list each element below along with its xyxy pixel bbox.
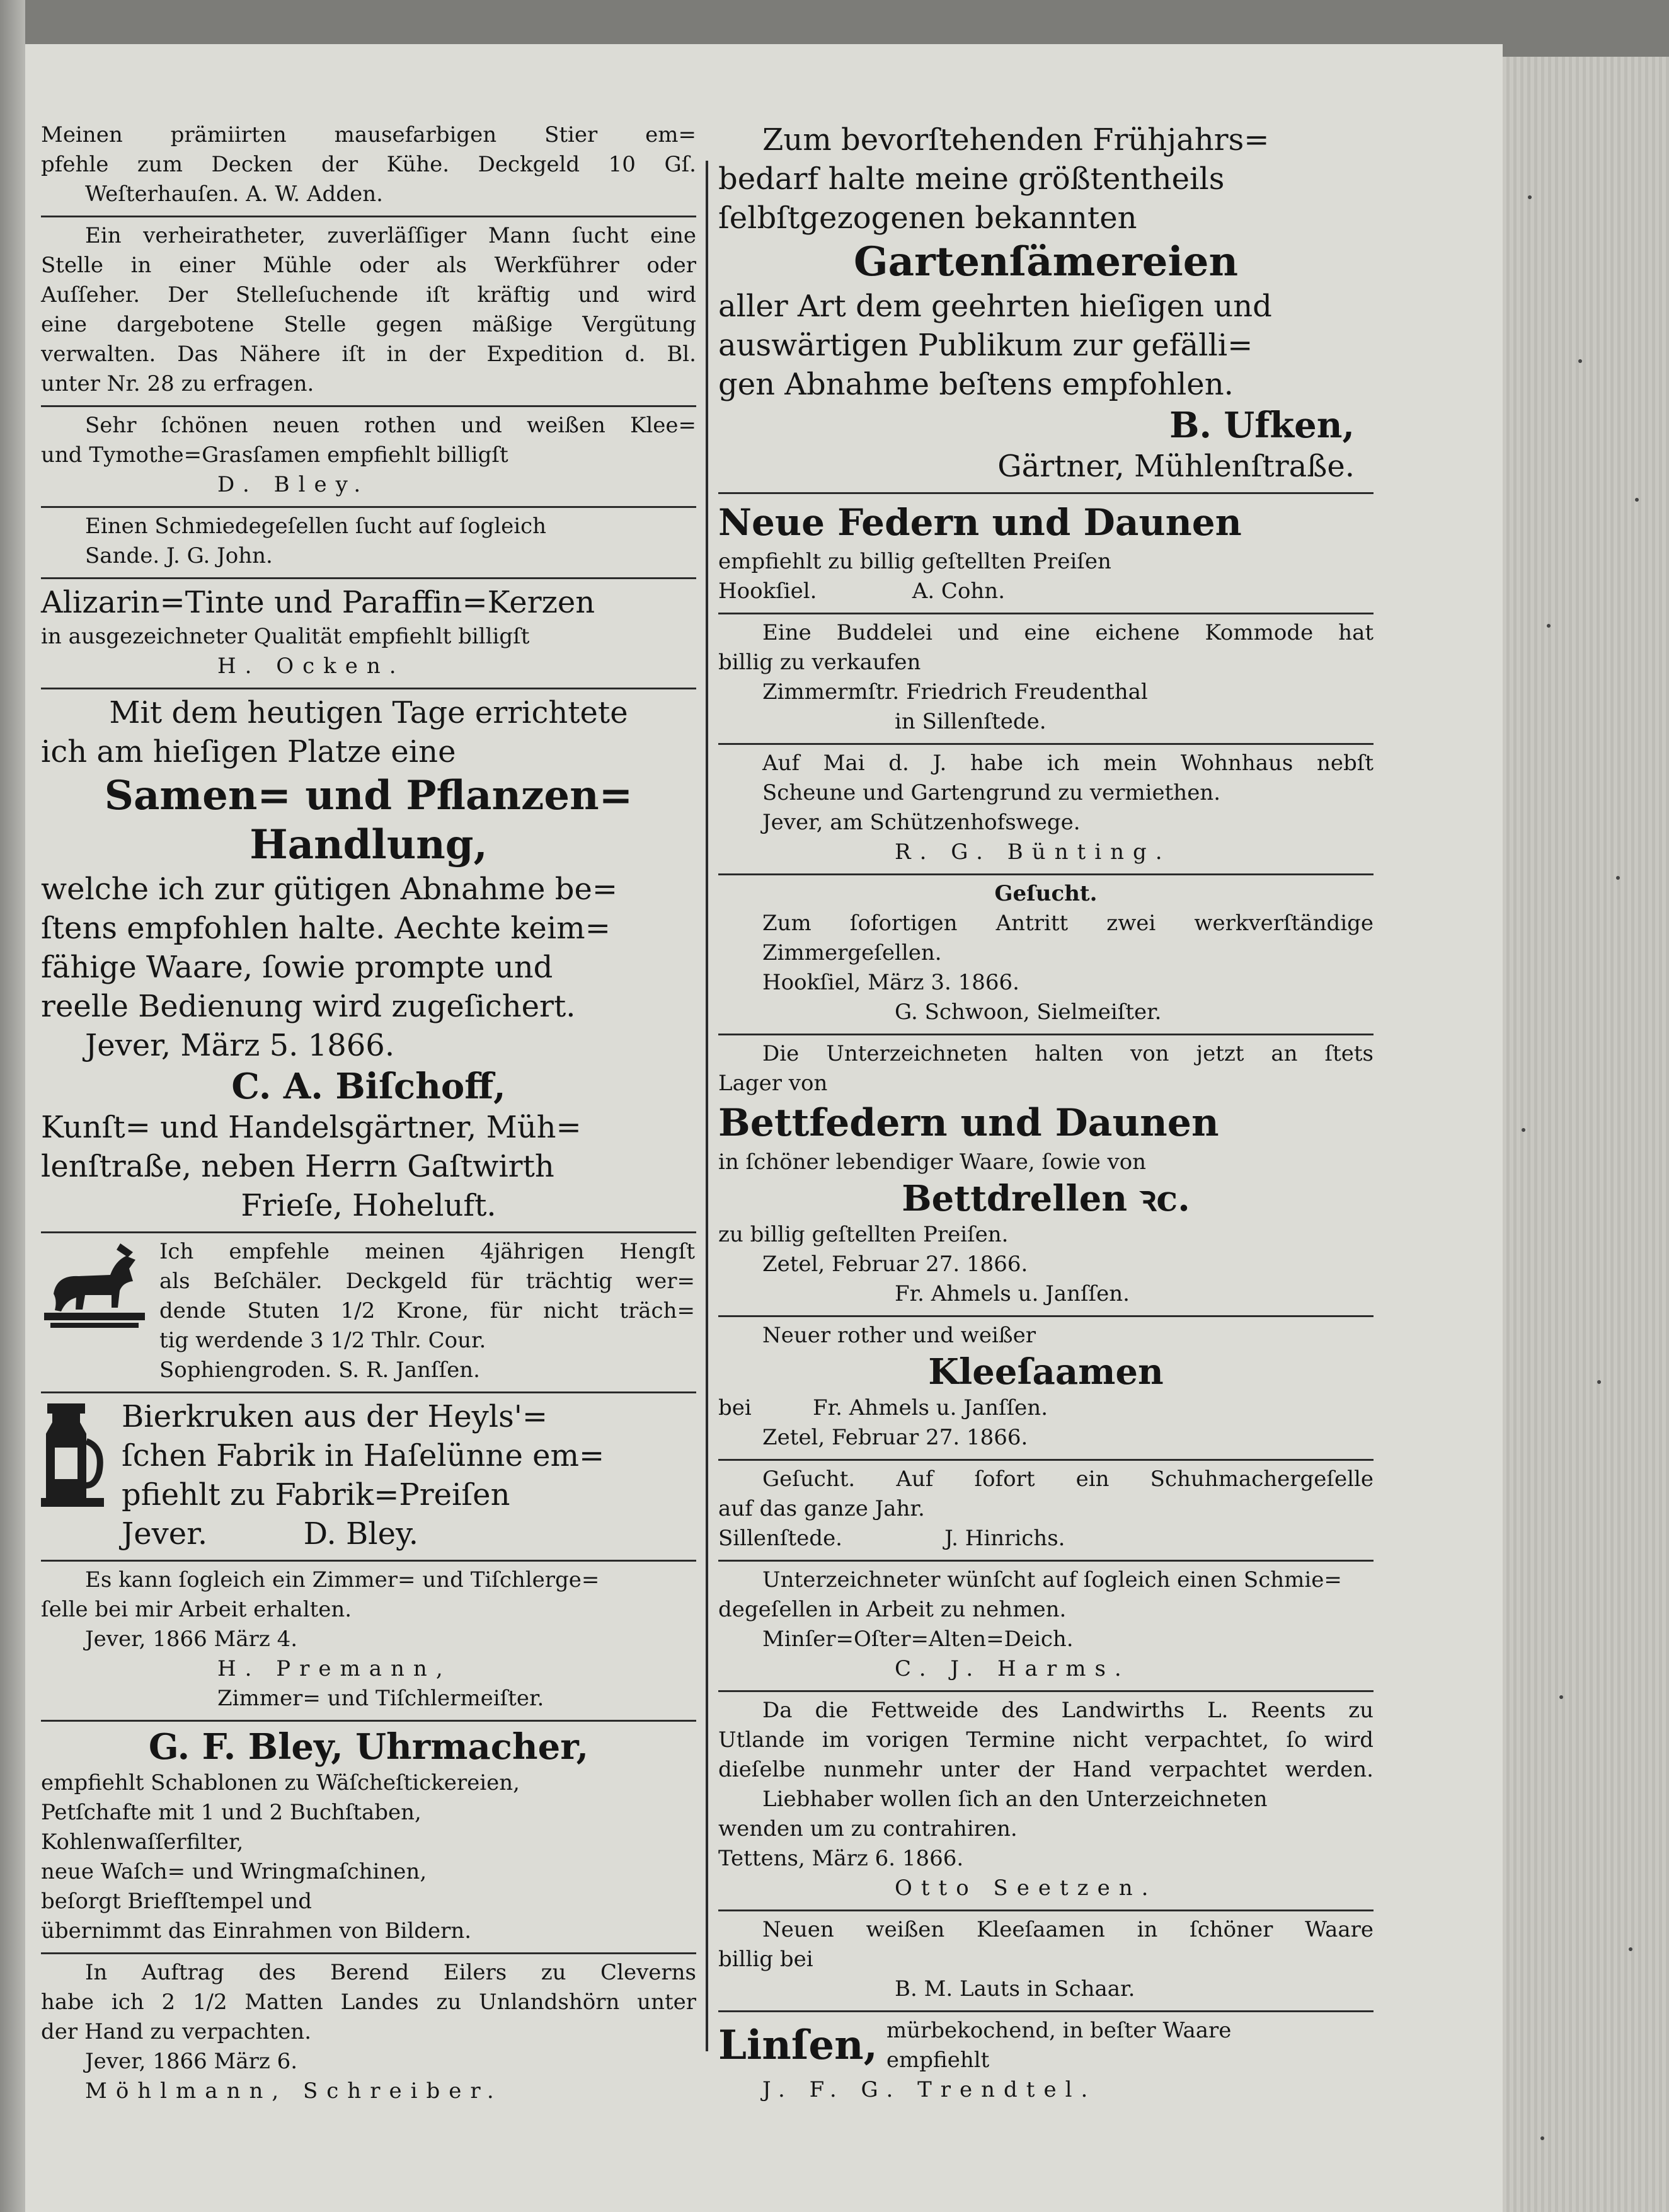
left-page-edge: [0, 0, 25, 2212]
ad-signature: Otto Seetzen.: [895, 1875, 1157, 1901]
ad-stier: [41, 117, 696, 217]
ad-headline-2: Bettdrellen ꝛc.: [902, 1178, 1190, 1219]
ad-alizarin: [41, 579, 696, 689]
ad-signature: Möhlmann, Schreiber.: [85, 2078, 503, 2104]
ad-text: Liebhaber wollen ſich an den Unterzeichneten: [762, 1787, 1268, 1812]
ad-signature: B. Ufken,: [1169, 405, 1355, 446]
ad-text: zu billig geſtellten Preiſen.: [718, 1222, 1009, 1247]
column-divider: [706, 161, 708, 2051]
ad-date: Jever, März 5. 1866.: [85, 1028, 395, 1063]
book-page-edges: [1503, 57, 1669, 2212]
ad-headline: Kleeſaamen: [928, 1351, 1164, 1393]
ad-signature: Hookſiel. A. Cohn.: [718, 579, 1006, 604]
ad-text: Eine Buddelei und eine eichene Kommode hat: [762, 620, 1374, 645]
left-column: [41, 117, 696, 2112]
ad-kleesaamen-lauts: [718, 1911, 1374, 2012]
ad-text: Zimmergeſellen.: [762, 940, 942, 965]
ad-headline: Bierkruken aus der Heyls'=: [122, 1399, 548, 1434]
ad-fettweide: [718, 1692, 1374, 1911]
ad-text: Utlande im vorigen Termine nicht verpachtet, ſo wird: [718, 1727, 1374, 1753]
ad-text: und Tymothe=Grasſamen empfiehlt billigſt: [41, 442, 508, 468]
ad-text: habe ich 2 1/2 Matten Landes zu Unlandshörn unter: [41, 1990, 696, 2015]
ad-body: fähige Waare, ſowie prompte und: [41, 950, 553, 985]
ad-text: pfehle zum Decken der Kühe. Deckgeld 10 Gſ.: [41, 152, 696, 177]
ad-sign-line: Frieſe, Hoheluft.: [241, 1188, 496, 1223]
ad-signature: J. F. G. Trendtel.: [762, 2077, 1097, 2102]
ad-signature: C. J. Harms.: [895, 1656, 1130, 1681]
ad-bierkruken-text: [122, 1397, 604, 1553]
ad-text: Ich empfehle meinen 4jährigen Hengſt: [159, 1239, 695, 1264]
ad-date: Jever, 1866 März 6.: [85, 2049, 298, 2074]
ad-body: welche ich zur gütigen Abnahme be=: [41, 872, 618, 907]
ad-schmiedegeselle: [718, 1562, 1374, 1692]
ad-headline: Alizarin=Tinte und Paraffin=Kerzen: [41, 585, 595, 620]
ad-text: Neuen weißen Kleeſaamen in ſchöner Waare: [762, 1917, 1374, 1942]
ad-text: der Hand zu verpachten.: [41, 2019, 312, 2044]
ad-text: empfiehlt Schablonen zu Wäſcheſtickereien,: [41, 1770, 520, 1795]
ad-intro: Mit dem heutigen Tage errichtete: [109, 695, 628, 730]
ad-body: ſtens empfohlen halte. Aechte keim=: [41, 911, 611, 946]
ad-kleesaamen-ahmels: [718, 1317, 1374, 1461]
ad-date: Tettens, März 6. 1866.: [718, 1846, 964, 1871]
ad-headline: Gartenſämereien: [853, 238, 1239, 285]
ad-bierkruken: [41, 1393, 696, 1562]
ad-text: Meinen prämiirten mausefarbigen Stier em=: [41, 122, 696, 147]
ad-text: Einen Schmiedegeſellen ſucht auf ſogleich: [85, 514, 547, 539]
ad-text: tig werdende 3 1/2 Thlr. Cour.: [159, 1328, 486, 1353]
ad-text: Unterzeichneter wünſcht auf ſogleich einen Schmie=: [762, 1567, 1342, 1593]
ad-signature: R. G. Bünting.: [895, 839, 1171, 865]
ad-text: billig bei: [718, 1947, 813, 1972]
ad-text: Auf Mai d. J. habe ich mein Wohnhaus nebſt: [762, 751, 1374, 776]
ad-text: dieſelbe nunmehr unter der Hand verpachtet werden.: [718, 1757, 1374, 1782]
ad-headline: Linſen,: [718, 2022, 878, 2069]
ad-signature: C. A. Biſchoff,: [231, 1066, 506, 1107]
ad-aside: [886, 2016, 1232, 2075]
ad-text: beſorgt Briefſtempel und: [41, 1889, 312, 1914]
ad-headline: Neue Federn und Daunen: [718, 501, 1242, 544]
horse-woodcut-icon: [41, 1237, 148, 1332]
ad-headline: pfiehlt zu Fabrik=Preiſen: [122, 1477, 510, 1512]
ad-text: Minſer=Oſter=Alten=Deich.: [762, 1627, 1074, 1652]
ad-text: in ſchöner lebendiger Waare, ſowie von: [718, 1149, 1147, 1175]
ad-intro: bedarf halte meine größtentheils: [718, 161, 1225, 197]
ad-schmied: [41, 508, 696, 579]
ad-signature: Sande. J. G. John.: [85, 543, 273, 568]
ad-intro: ich am hieſigen Platze eine: [41, 734, 456, 769]
ad-samenhandlung: [41, 689, 696, 1233]
ad-text: Kohlenwaſſerfilter,: [41, 1829, 244, 1855]
ad-text: billig zu verkaufen: [718, 650, 921, 675]
beer-jug-woodcut-icon: [41, 1397, 110, 1517]
ad-intro: Zum bevorſtehenden Frühjahrs=: [762, 122, 1270, 158]
ad-linsen-head: [718, 2016, 1374, 2075]
ad-signature: Fr. Ahmels u. Janſſen.: [895, 1281, 1130, 1306]
ad-text: als Beſchäler. Deckgeld für trächtig wer=: [159, 1269, 695, 1294]
ad-text: empfiehlt: [886, 2048, 990, 2073]
ad-signature: G. Schwoon, Sielmeiſter.: [895, 999, 1162, 1025]
ad-text: Stelle in einer Mühle oder als Werkführer oder: [41, 253, 696, 278]
ad-intro: ſelbſtgezogenen bekannten: [718, 200, 1137, 236]
ad-text: in ausgezeichneter Qualität empfiehlt billigſt: [41, 624, 530, 649]
ad-text: degeſellen in Arbeit zu nehmen.: [718, 1597, 1067, 1622]
ad-date: Jever, 1866 März 4.: [85, 1627, 298, 1652]
ad-body: aller Art dem geehrten hieſigen und: [718, 289, 1272, 324]
ad-signature: Weſterhauſen. A. W. Adden.: [85, 181, 383, 207]
ad-headline: Bettfedern und Daunen: [718, 1101, 1219, 1145]
ad-linsen: [718, 2012, 1374, 2111]
ad-text: Auſſeher. Der Stelleſuchende iſt kräftig und wird: [41, 282, 696, 308]
ad-sign-line: Zimmer= und Tiſchlermeiſter.: [217, 1686, 544, 1711]
ad-date: Zetel, Februar 27. 1866.: [762, 1425, 1028, 1450]
ad-buddelei: [718, 614, 1374, 745]
ad-sign-line: in Sillenſtede.: [895, 709, 1047, 734]
ad-text: unter Nr. 28 zu erfragen.: [41, 371, 314, 396]
ad-wohnhaus: [718, 745, 1374, 875]
ad-signature: bei Fr. Ahmels u. Janſſen.: [718, 1395, 1048, 1420]
ad-text: Neuer rother und weißer: [762, 1323, 1036, 1348]
ad-verpachtung: [41, 1954, 696, 2112]
ad-signature: D. Bley.: [217, 472, 370, 497]
ad-body: gen Abnahme beſtens empfohlen.: [718, 367, 1234, 402]
ad-body: auswärtigen Publikum zur gefälli=: [718, 328, 1253, 363]
ad-klee-bley: [41, 407, 696, 508]
ad-sign-line: Gärtner, Mühlenſtraße.: [997, 449, 1355, 484]
ad-gesucht-zimmer: [718, 875, 1374, 1035]
ad-signature: Sophiengroden. S. R. Janſſen.: [159, 1357, 480, 1383]
ad-text: Ein verheiratheter, zuverläſſiger Mann ſucht eine: [85, 223, 696, 248]
ad-text: Die Unterzeichneten halten von jetzt an ſtets: [762, 1041, 1374, 1066]
ad-signature: Jever. D. Bley.: [122, 1516, 418, 1552]
ad-signature: Sillenſtede. J. Hinrichs.: [718, 1526, 1065, 1551]
ad-text: Es kann ſogleich ein Zimmer= und Tiſchlerge=: [85, 1567, 600, 1593]
ad-headline: G. F. Bley, Uhrmacher,: [148, 1726, 589, 1768]
ad-text: eine dargebotene Stelle gegen mäßige Vergütung: [41, 312, 696, 337]
ad-uhrmacher: [41, 1722, 696, 1954]
ad-text: Sehr ſchönen neuen rothen und weißen Klee=: [85, 413, 696, 438]
ad-headline: Handlung,: [249, 821, 488, 868]
ad-text: neue Waſch= und Wringmaſchinen,: [41, 1859, 427, 1884]
ad-text: Da die Fettweide des Landwirths L. Reents zu: [762, 1698, 1374, 1723]
ad-text: dende Stuten 1/2 Krone, für nicht träch=: [159, 1298, 695, 1323]
ad-text: Scheune und Gartengrund zu vermiethen.: [762, 780, 1221, 805]
ad-bettfedern: [718, 1035, 1374, 1317]
ad-zimmergeselle: [41, 1562, 696, 1722]
ad-hengst: [41, 1233, 696, 1393]
ad-text: Petſchafte mit 1 und 2 Buchſtaben,: [41, 1800, 422, 1825]
ad-headline: Samen= und Pflanzen=: [104, 772, 633, 819]
ad-text: auf das ganze Jahr.: [718, 1496, 925, 1521]
ad-text: wenden um zu contrahiren.: [718, 1816, 1018, 1841]
ad-text: empfiehlt zu billig geſtellten Preiſen: [718, 549, 1111, 574]
ad-signature: Zimmermſtr. Friedrich Freudenthal: [762, 679, 1148, 705]
ad-text: Zum ſofortigen Antritt zwei werkverſtändige: [762, 911, 1374, 936]
ad-signature: B. M. Lauts in Schaar.: [895, 1976, 1135, 2002]
ad-text: übernimmt das Einrahmen von Bildern.: [41, 1918, 472, 1944]
ad-text: Jever, am Schützenhofswege.: [762, 810, 1081, 835]
ad-schuhmacher: [718, 1461, 1374, 1562]
ad-headline: Geſucht.: [994, 881, 1098, 906]
ad-headline: ſchen Fabrik in Haſelünne em=: [122, 1438, 605, 1473]
right-column: [718, 117, 1374, 2111]
ad-signature: H. Premann,: [217, 1656, 452, 1681]
ad-signature: H. Ocken.: [217, 654, 405, 679]
ad-text: ſelle bei mir Arbeit erhalten.: [41, 1597, 352, 1622]
ad-federn: [718, 494, 1374, 614]
ad-sign-line: lenſtraße, neben Herrn Gaſtwirth: [41, 1149, 554, 1184]
ad-muehle: [41, 217, 696, 407]
ad-text: Lager von: [718, 1071, 828, 1096]
ad-date: Hookſiel, März 3. 1866.: [762, 970, 1019, 995]
ad-gartensaemereien: [718, 117, 1374, 494]
ad-text: In Auftrag des Berend Eilers zu Cleverns: [85, 1960, 696, 1985]
ad-date: Zetel, Februar 27. 1866.: [762, 1252, 1028, 1277]
ad-hengst-text: [159, 1237, 695, 1385]
ad-text: Geſucht. Auf ſofort ein Schuhmachergeſelle: [762, 1466, 1374, 1492]
ad-text: verwalten. Das Nähere iſt in der Expedition d. Bl.: [41, 342, 696, 367]
ad-sign-line: Kunſt= und Handelsgärtner, Müh=: [41, 1110, 582, 1145]
ad-text: mürbekochend, in beſter Waare: [886, 2018, 1232, 2043]
ad-body: reelle Bedienung wird zugeſichert.: [41, 989, 576, 1024]
